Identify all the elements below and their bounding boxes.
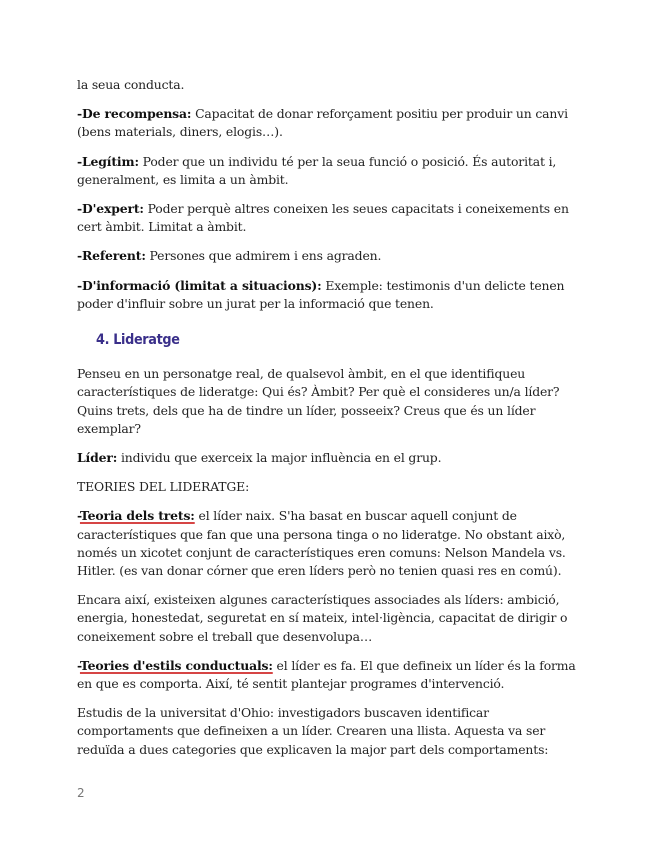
power-item-reward <box>77 105 577 141</box>
power-label: -Referent: <box>77 248 146 264</box>
power-text: Capacitat de donar reforçament positiu per produir un canvi (bens materials, diners, elogis…). <box>77 106 568 140</box>
power-label: -D'expert: <box>77 201 144 217</box>
theories-title: TEORIES DEL LIDERATGE: <box>77 479 250 495</box>
power-text: Persones que admirem i ens agraden. <box>145 248 382 264</box>
power-item-information <box>77 277 577 313</box>
power-item-referent <box>77 247 577 265</box>
theory-behaviour <box>77 657 577 693</box>
ohio-study: Estudis de la universitat d'Ohio: investigadors buscaven identificar comportaments que defineixen a un líder. Crearen una llista. Aquesta va ser reduïda a dues categories que explicaven la major part dels comportaments: <box>77 705 549 757</box>
leader-definition <box>77 449 577 467</box>
traits-followup: Encara així, existeixen algunes característiques associades als líders: ambició, energia, honestedat, seguretat en sí mateix, intel·ligència, capacitat de dirigir o coneixement sobre el treball que desenvolupa… <box>77 592 568 644</box>
leadership-intro: Penseu en un personatge real, de qualsevol àmbit, en el que identifiqueu característiques de lideratge: Qui és? Àmbit? Per què el consideres un/a líder? Quins trets, dels que ha de tindre un líder, posseeix? Creus que és un líder exemplar? <box>77 366 560 436</box>
power-text: Exemple: testimonis d'un delicte tenen poder d'influir sobre un jurat per la informació que tenen. <box>77 277 565 311</box>
power-text: Poder perquè altres coneixen les seues capacitats i coneixements en cert àmbit. Limitat a àmbit. <box>77 201 569 235</box>
theory-label: Teories d'estils conductuals: <box>79 657 273 673</box>
theory-text: el líder naix. S'ha basat en buscar aquell conjunt de característiques que fan que una persona tinga o no lideratge. No obstant això, només un xicotet conjunt de característiques eren comuns: Nelson Mandela vs. Hitler. (es van donar córner que eren líders però no tenien quasi res en comú). <box>77 508 566 579</box>
theory-text: el líder es fa. El que defineix un líder és la forma en que es comporta. Així, té sentit plantejar programes d'intervenció. <box>77 657 576 692</box>
power-item-legitimate <box>77 153 577 189</box>
leader-label: Líder: <box>77 450 118 466</box>
power-label: -De recompensa: <box>77 106 192 122</box>
power-label: -D'informació (limitat a situacions): <box>77 277 322 293</box>
power-item-expert <box>77 200 577 236</box>
document-page <box>77 76 577 770</box>
theory-label: Teoria dels trets: <box>79 508 195 524</box>
power-text: Poder que un individu té per la seua funció o posició. És autoritat i, generalment, es limita a un àmbit. <box>77 153 557 187</box>
section-heading-leadership: 4. Lideratge <box>96 331 180 349</box>
page-number: 2 <box>77 786 85 800</box>
intro-line: la seua conducta. <box>77 77 185 92</box>
theory-prefix: - <box>77 657 80 673</box>
theory-traits <box>77 507 577 580</box>
power-label: -Legítim: <box>77 153 139 169</box>
leader-text: individu que exerceix la major influència en el grup. <box>117 450 442 466</box>
theory-prefix: - <box>77 508 80 524</box>
